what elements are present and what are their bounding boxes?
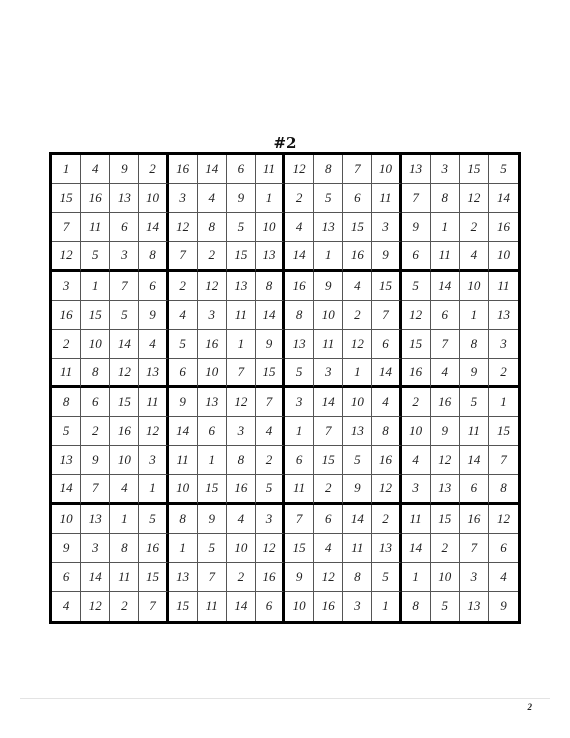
grid-cell: 10 bbox=[372, 155, 401, 184]
grid-cell: 8 bbox=[110, 534, 139, 563]
grid-cell: 12 bbox=[402, 301, 431, 330]
grid-cell: 13 bbox=[110, 184, 139, 213]
grid-cell: 5 bbox=[227, 213, 256, 242]
grid-cell: 14 bbox=[52, 475, 81, 504]
footer-divider bbox=[20, 698, 550, 699]
grid-cell: 4 bbox=[139, 330, 168, 359]
grid-cell: 4 bbox=[460, 242, 489, 271]
grid-cell: 10 bbox=[52, 505, 81, 534]
grid-cell: 14 bbox=[489, 184, 518, 213]
grid-cell: 8 bbox=[81, 359, 110, 388]
grid-cell: 2 bbox=[285, 184, 314, 213]
grid-cell: 9 bbox=[314, 272, 343, 301]
grid-cell: 4 bbox=[314, 534, 343, 563]
grid-cell: 6 bbox=[343, 184, 372, 213]
grid-cell: 3 bbox=[198, 301, 227, 330]
grid-cell: 3 bbox=[256, 505, 285, 534]
grid-cell: 5 bbox=[372, 563, 401, 592]
grid-cell: 6 bbox=[431, 301, 460, 330]
grid-cell: 1 bbox=[489, 388, 518, 417]
grid-cell: 4 bbox=[431, 359, 460, 388]
grid-cell: 15 bbox=[372, 272, 401, 301]
grid-cell: 14 bbox=[343, 505, 372, 534]
grid-cell: 12 bbox=[81, 592, 110, 621]
grid-cell: 13 bbox=[81, 505, 110, 534]
grid-cell: 11 bbox=[314, 330, 343, 359]
grid-cell: 15 bbox=[81, 301, 110, 330]
grid-cell: 12 bbox=[198, 272, 227, 301]
grid-cell: 11 bbox=[81, 213, 110, 242]
grid-cell: 14 bbox=[314, 388, 343, 417]
grid-cell: 3 bbox=[227, 417, 256, 446]
grid-cell: 5 bbox=[110, 301, 139, 330]
grid-cell: 10 bbox=[169, 475, 198, 504]
grid-cell: 2 bbox=[314, 475, 343, 504]
grid-cell: 12 bbox=[52, 242, 81, 271]
grid-cell: 15 bbox=[52, 184, 81, 213]
grid-cell: 2 bbox=[489, 359, 518, 388]
grid-cell: 10 bbox=[256, 213, 285, 242]
grid-cell: 14 bbox=[139, 213, 168, 242]
grid-cell: 8 bbox=[256, 272, 285, 301]
grid-cell: 9 bbox=[343, 475, 372, 504]
grid-cell: 16 bbox=[343, 242, 372, 271]
grid-cell: 8 bbox=[489, 475, 518, 504]
grid-cell: 5 bbox=[256, 475, 285, 504]
grid-cell: 7 bbox=[460, 534, 489, 563]
grid-cell: 6 bbox=[198, 417, 227, 446]
grid-cell: 9 bbox=[431, 417, 460, 446]
grid-cell: 15 bbox=[169, 592, 198, 621]
grid-cell: 14 bbox=[285, 242, 314, 271]
grid-cell: 9 bbox=[500, 598, 507, 614]
grid-cell: 3 bbox=[431, 155, 460, 184]
grid-cell: 14 bbox=[227, 592, 256, 621]
grid-cell: 12 bbox=[431, 446, 460, 475]
grid-cell: 10 bbox=[139, 184, 168, 213]
grid-cell: 3 bbox=[110, 242, 139, 271]
grid-cell: 9 bbox=[139, 301, 168, 330]
grid-cell: 2 bbox=[372, 505, 401, 534]
grid-cell: 16 bbox=[431, 388, 460, 417]
grid-cell: 8 bbox=[198, 213, 227, 242]
grid-cell: 7 bbox=[285, 505, 314, 534]
grid-cell: 15 bbox=[489, 417, 518, 446]
grid-cell: 11 bbox=[460, 417, 489, 446]
grid-cell: 2 bbox=[431, 534, 460, 563]
grid-cell: 5 bbox=[198, 534, 227, 563]
grid-cell: 3 bbox=[489, 330, 518, 359]
grid-cell: 7 bbox=[198, 563, 227, 592]
grid-cell: 10 bbox=[110, 446, 139, 475]
grid-cell: 1 bbox=[256, 184, 285, 213]
grid-cell: 16 bbox=[227, 475, 256, 504]
grid-cell: 14 bbox=[198, 155, 227, 184]
grid-cell: 1 bbox=[169, 534, 198, 563]
grid-cell: 5 bbox=[81, 242, 110, 271]
grid-cell: 1 bbox=[314, 242, 343, 271]
grid-cell: 6 bbox=[489, 534, 518, 563]
grid-cell: 4 bbox=[372, 388, 401, 417]
grid-cell: 12 bbox=[372, 475, 401, 504]
grid-cell: 16 bbox=[139, 534, 168, 563]
grid-cell: 5 bbox=[314, 184, 343, 213]
grid-cell: 4 bbox=[489, 563, 518, 592]
grid-cell: 9 bbox=[81, 446, 110, 475]
grid-cell: 11 bbox=[431, 242, 460, 271]
puzzle-title: #2 bbox=[273, 134, 297, 152]
grid-cell: 13 bbox=[372, 534, 401, 563]
grid-cell: 1 bbox=[431, 213, 460, 242]
grid-cell: 1 bbox=[52, 155, 81, 184]
grid-cell: 4 bbox=[81, 155, 110, 184]
grid-cell: 15 bbox=[256, 359, 285, 388]
grid-cell: 13 bbox=[285, 330, 314, 359]
grid-cell: 16 bbox=[81, 184, 110, 213]
grid-cell: 2 bbox=[52, 330, 81, 359]
grid-cell: 12 bbox=[285, 155, 314, 184]
grid-cell: 5 bbox=[343, 446, 372, 475]
grid-cell: 16 bbox=[110, 417, 139, 446]
grid-cell: 6 bbox=[256, 592, 285, 621]
grid-cell: 15 bbox=[343, 213, 372, 242]
grid-cell: 1 bbox=[285, 417, 314, 446]
grid-cell: 9 bbox=[52, 534, 81, 563]
grid-cell: 8 bbox=[372, 417, 401, 446]
grid-cell: 14 bbox=[169, 417, 198, 446]
grid-cell: 9 bbox=[169, 388, 198, 417]
grid-cell: 4 bbox=[256, 417, 285, 446]
sudoku-grid bbox=[49, 152, 521, 624]
grid-cell: 11 bbox=[139, 388, 168, 417]
grid-cell: 6 bbox=[402, 242, 431, 271]
grid-cell: 15 bbox=[402, 330, 431, 359]
grid-cell: 11 bbox=[285, 475, 314, 504]
grid-cell: 3 bbox=[81, 534, 110, 563]
grid-cell: 6 bbox=[81, 388, 110, 417]
grid-cell: 7 bbox=[110, 272, 139, 301]
grid-cell: 12 bbox=[256, 534, 285, 563]
grid-cell: 1 bbox=[343, 359, 372, 388]
grid-cell: 8 bbox=[431, 184, 460, 213]
grid-cell: 6 bbox=[285, 446, 314, 475]
grid-cell: 16 bbox=[314, 592, 343, 621]
grid-cell: 15 bbox=[198, 475, 227, 504]
grid-cell: 2 bbox=[402, 388, 431, 417]
grid-cell: 5 bbox=[52, 417, 81, 446]
grid-cell: 10 bbox=[314, 301, 343, 330]
grid-cell: 6 bbox=[169, 359, 198, 388]
grid-cell: 5 bbox=[169, 330, 198, 359]
grid-cell: 9 bbox=[402, 213, 431, 242]
grid-cell: 2 bbox=[81, 417, 110, 446]
grid-cell: 7 bbox=[139, 592, 168, 621]
grid-cell: 6 bbox=[314, 505, 343, 534]
grid-cell: 8 bbox=[169, 505, 198, 534]
grid-cell: 13 bbox=[256, 242, 285, 271]
grid-cell: 14 bbox=[402, 534, 431, 563]
grid-cell: 9 bbox=[256, 330, 285, 359]
grid-cell: 3 bbox=[169, 184, 198, 213]
grid-cell: 16 bbox=[372, 446, 401, 475]
grid-cell: 12 bbox=[343, 330, 372, 359]
grid-cell: 12 bbox=[139, 417, 168, 446]
grid-cell: 11 bbox=[402, 505, 431, 534]
grid-cell: 6 bbox=[139, 272, 168, 301]
grid-cell: 10 bbox=[489, 242, 518, 271]
grid-cell: 7 bbox=[431, 330, 460, 359]
grid-cell: 5 bbox=[489, 155, 518, 184]
grid-cell: 14 bbox=[460, 446, 489, 475]
grid-cell: 16 bbox=[402, 359, 431, 388]
grid-cell: 4 bbox=[110, 475, 139, 504]
grid-cell: 8 bbox=[139, 242, 168, 271]
grid-cell: 2 bbox=[256, 446, 285, 475]
grid-cell: 7 bbox=[52, 213, 81, 242]
grid-cell: 16 bbox=[256, 563, 285, 592]
grid-cell: 15 bbox=[227, 242, 256, 271]
grid-cell: 7 bbox=[227, 359, 256, 388]
grid-cell: 7 bbox=[402, 184, 431, 213]
grid-cell: 11 bbox=[227, 301, 256, 330]
page-number: 2 bbox=[527, 702, 532, 712]
grid-cell: 1 bbox=[139, 475, 168, 504]
grid-cell: 13 bbox=[227, 272, 256, 301]
grid-cell: 15 bbox=[460, 155, 489, 184]
grid-cell: 10 bbox=[431, 563, 460, 592]
grid-cell: 13 bbox=[139, 359, 168, 388]
grid-cell: 2 bbox=[139, 155, 168, 184]
grid-cell: 10 bbox=[198, 359, 227, 388]
grid-cell: 11 bbox=[489, 272, 518, 301]
grid-cell: 9 bbox=[227, 184, 256, 213]
grid-cell: 13 bbox=[460, 592, 489, 621]
grid-cell: 11 bbox=[110, 563, 139, 592]
grid-cell: 7 bbox=[256, 388, 285, 417]
grid-cell: 2 bbox=[343, 301, 372, 330]
grid-cell: 14 bbox=[110, 330, 139, 359]
grid-cell: 2 bbox=[460, 213, 489, 242]
grid-cell: 9 bbox=[198, 505, 227, 534]
grid-cell: 13 bbox=[52, 446, 81, 475]
grid-cell: 4 bbox=[343, 272, 372, 301]
grid-cell: 1 bbox=[227, 330, 256, 359]
grid-cell: 8 bbox=[227, 446, 256, 475]
grid-cell: 12 bbox=[110, 359, 139, 388]
grid-cell: 14 bbox=[372, 359, 401, 388]
grid-cell: 11 bbox=[343, 534, 372, 563]
grid-cell: 2 bbox=[198, 242, 227, 271]
grid-cell: 14 bbox=[431, 272, 460, 301]
grid-cell: 8 bbox=[285, 301, 314, 330]
grid-cell: 16 bbox=[169, 155, 198, 184]
grid-cell: 3 bbox=[139, 446, 168, 475]
grid-cell: 8 bbox=[460, 330, 489, 359]
grid-cell: 1 bbox=[460, 301, 489, 330]
grid-cell: 15 bbox=[285, 534, 314, 563]
grid-cell: 5 bbox=[285, 359, 314, 388]
grid-cell: 13 bbox=[314, 213, 343, 242]
grid-cell: 4 bbox=[169, 301, 198, 330]
grid-cell: 15 bbox=[110, 388, 139, 417]
grid-cell: 1 bbox=[402, 563, 431, 592]
grid-cell: 7 bbox=[81, 475, 110, 504]
grid-cell: 16 bbox=[198, 330, 227, 359]
grid-cell: 10 bbox=[227, 534, 256, 563]
grid-cell: 6 bbox=[52, 563, 81, 592]
grid-cell: 12 bbox=[314, 563, 343, 592]
grid-cell: 5 bbox=[139, 505, 168, 534]
grid-cell: 7 bbox=[372, 301, 401, 330]
grid-cell: 10 bbox=[460, 272, 489, 301]
grid-cell: 15 bbox=[314, 446, 343, 475]
grid-cell: 1 bbox=[372, 592, 401, 621]
grid-cell: 13 bbox=[402, 155, 431, 184]
grid-cell: 9 bbox=[110, 155, 139, 184]
grid-cell: 3 bbox=[402, 475, 431, 504]
grid-cell: 3 bbox=[52, 272, 81, 301]
grid-cell: 9 bbox=[372, 242, 401, 271]
grid-cell: 15 bbox=[431, 505, 460, 534]
grid-cell: 4 bbox=[285, 213, 314, 242]
grid-cell: 10 bbox=[343, 388, 372, 417]
grid-cell: 8 bbox=[52, 388, 81, 417]
grid-cell: 12 bbox=[227, 388, 256, 417]
grid-cell: 6 bbox=[460, 475, 489, 504]
grid-cell: 8 bbox=[314, 155, 343, 184]
grid-cell: 3 bbox=[314, 359, 343, 388]
grid-cell: 9 bbox=[285, 563, 314, 592]
grid-cell: 7 bbox=[489, 446, 518, 475]
grid-cell: 8 bbox=[343, 563, 372, 592]
grid-cell: 9 bbox=[460, 359, 489, 388]
grid-cell: 7 bbox=[169, 242, 198, 271]
grid-cell: 5 bbox=[431, 592, 460, 621]
grid-cell: 3 bbox=[343, 592, 372, 621]
grid-cell: 7 bbox=[343, 155, 372, 184]
grid-cell: 11 bbox=[198, 592, 227, 621]
grid-cell: 16 bbox=[52, 301, 81, 330]
grid-cell: 10 bbox=[402, 417, 431, 446]
grid-cell: 13 bbox=[198, 388, 227, 417]
grid-cell: 11 bbox=[52, 359, 81, 388]
grid-cell: 4 bbox=[52, 592, 81, 621]
grid-cell: 16 bbox=[489, 213, 518, 242]
grid-cell: 2 bbox=[227, 563, 256, 592]
grid-cell: 1 bbox=[198, 446, 227, 475]
grid-cell: 16 bbox=[460, 505, 489, 534]
grid-cell: 3 bbox=[460, 563, 489, 592]
grid-cell: 5 bbox=[460, 388, 489, 417]
grid-cell: 14 bbox=[256, 301, 285, 330]
grid-cell: 7 bbox=[314, 417, 343, 446]
grid-cell: 4 bbox=[227, 505, 256, 534]
grid-cell: 11 bbox=[372, 184, 401, 213]
grid-cell: 6 bbox=[110, 213, 139, 242]
grid-cell: 10 bbox=[81, 330, 110, 359]
grid-cell: 13 bbox=[169, 563, 198, 592]
grid-cell: 12 bbox=[489, 505, 518, 534]
grid-cell: 6 bbox=[227, 155, 256, 184]
grid-cell: 11 bbox=[256, 155, 285, 184]
grid-cell: 14 bbox=[81, 563, 110, 592]
grid-cell: 6 bbox=[372, 330, 401, 359]
grid-cell: 4 bbox=[402, 446, 431, 475]
grid-cell: 2 bbox=[110, 592, 139, 621]
grid-cell: 4 bbox=[198, 184, 227, 213]
grid-cell: 13 bbox=[431, 475, 460, 504]
grid-cell: 13 bbox=[489, 301, 518, 330]
grid-cell: 13 bbox=[343, 417, 372, 446]
grid-cell: 3 bbox=[372, 213, 401, 242]
grid-cell: 15 bbox=[139, 563, 168, 592]
grid-cell: 3 bbox=[285, 388, 314, 417]
grid-cell: 1 bbox=[110, 505, 139, 534]
grid-cell: 10 bbox=[285, 592, 314, 621]
grid-cell: 16 bbox=[285, 272, 314, 301]
grid-cell: 5 bbox=[402, 272, 431, 301]
grid-cell: 11 bbox=[169, 446, 198, 475]
grid-cell: 12 bbox=[460, 184, 489, 213]
grid-cell: 12 bbox=[169, 213, 198, 242]
grid-cell: 2 bbox=[169, 272, 198, 301]
grid-cell: 8 bbox=[402, 592, 431, 621]
grid-cell: 1 bbox=[81, 272, 110, 301]
